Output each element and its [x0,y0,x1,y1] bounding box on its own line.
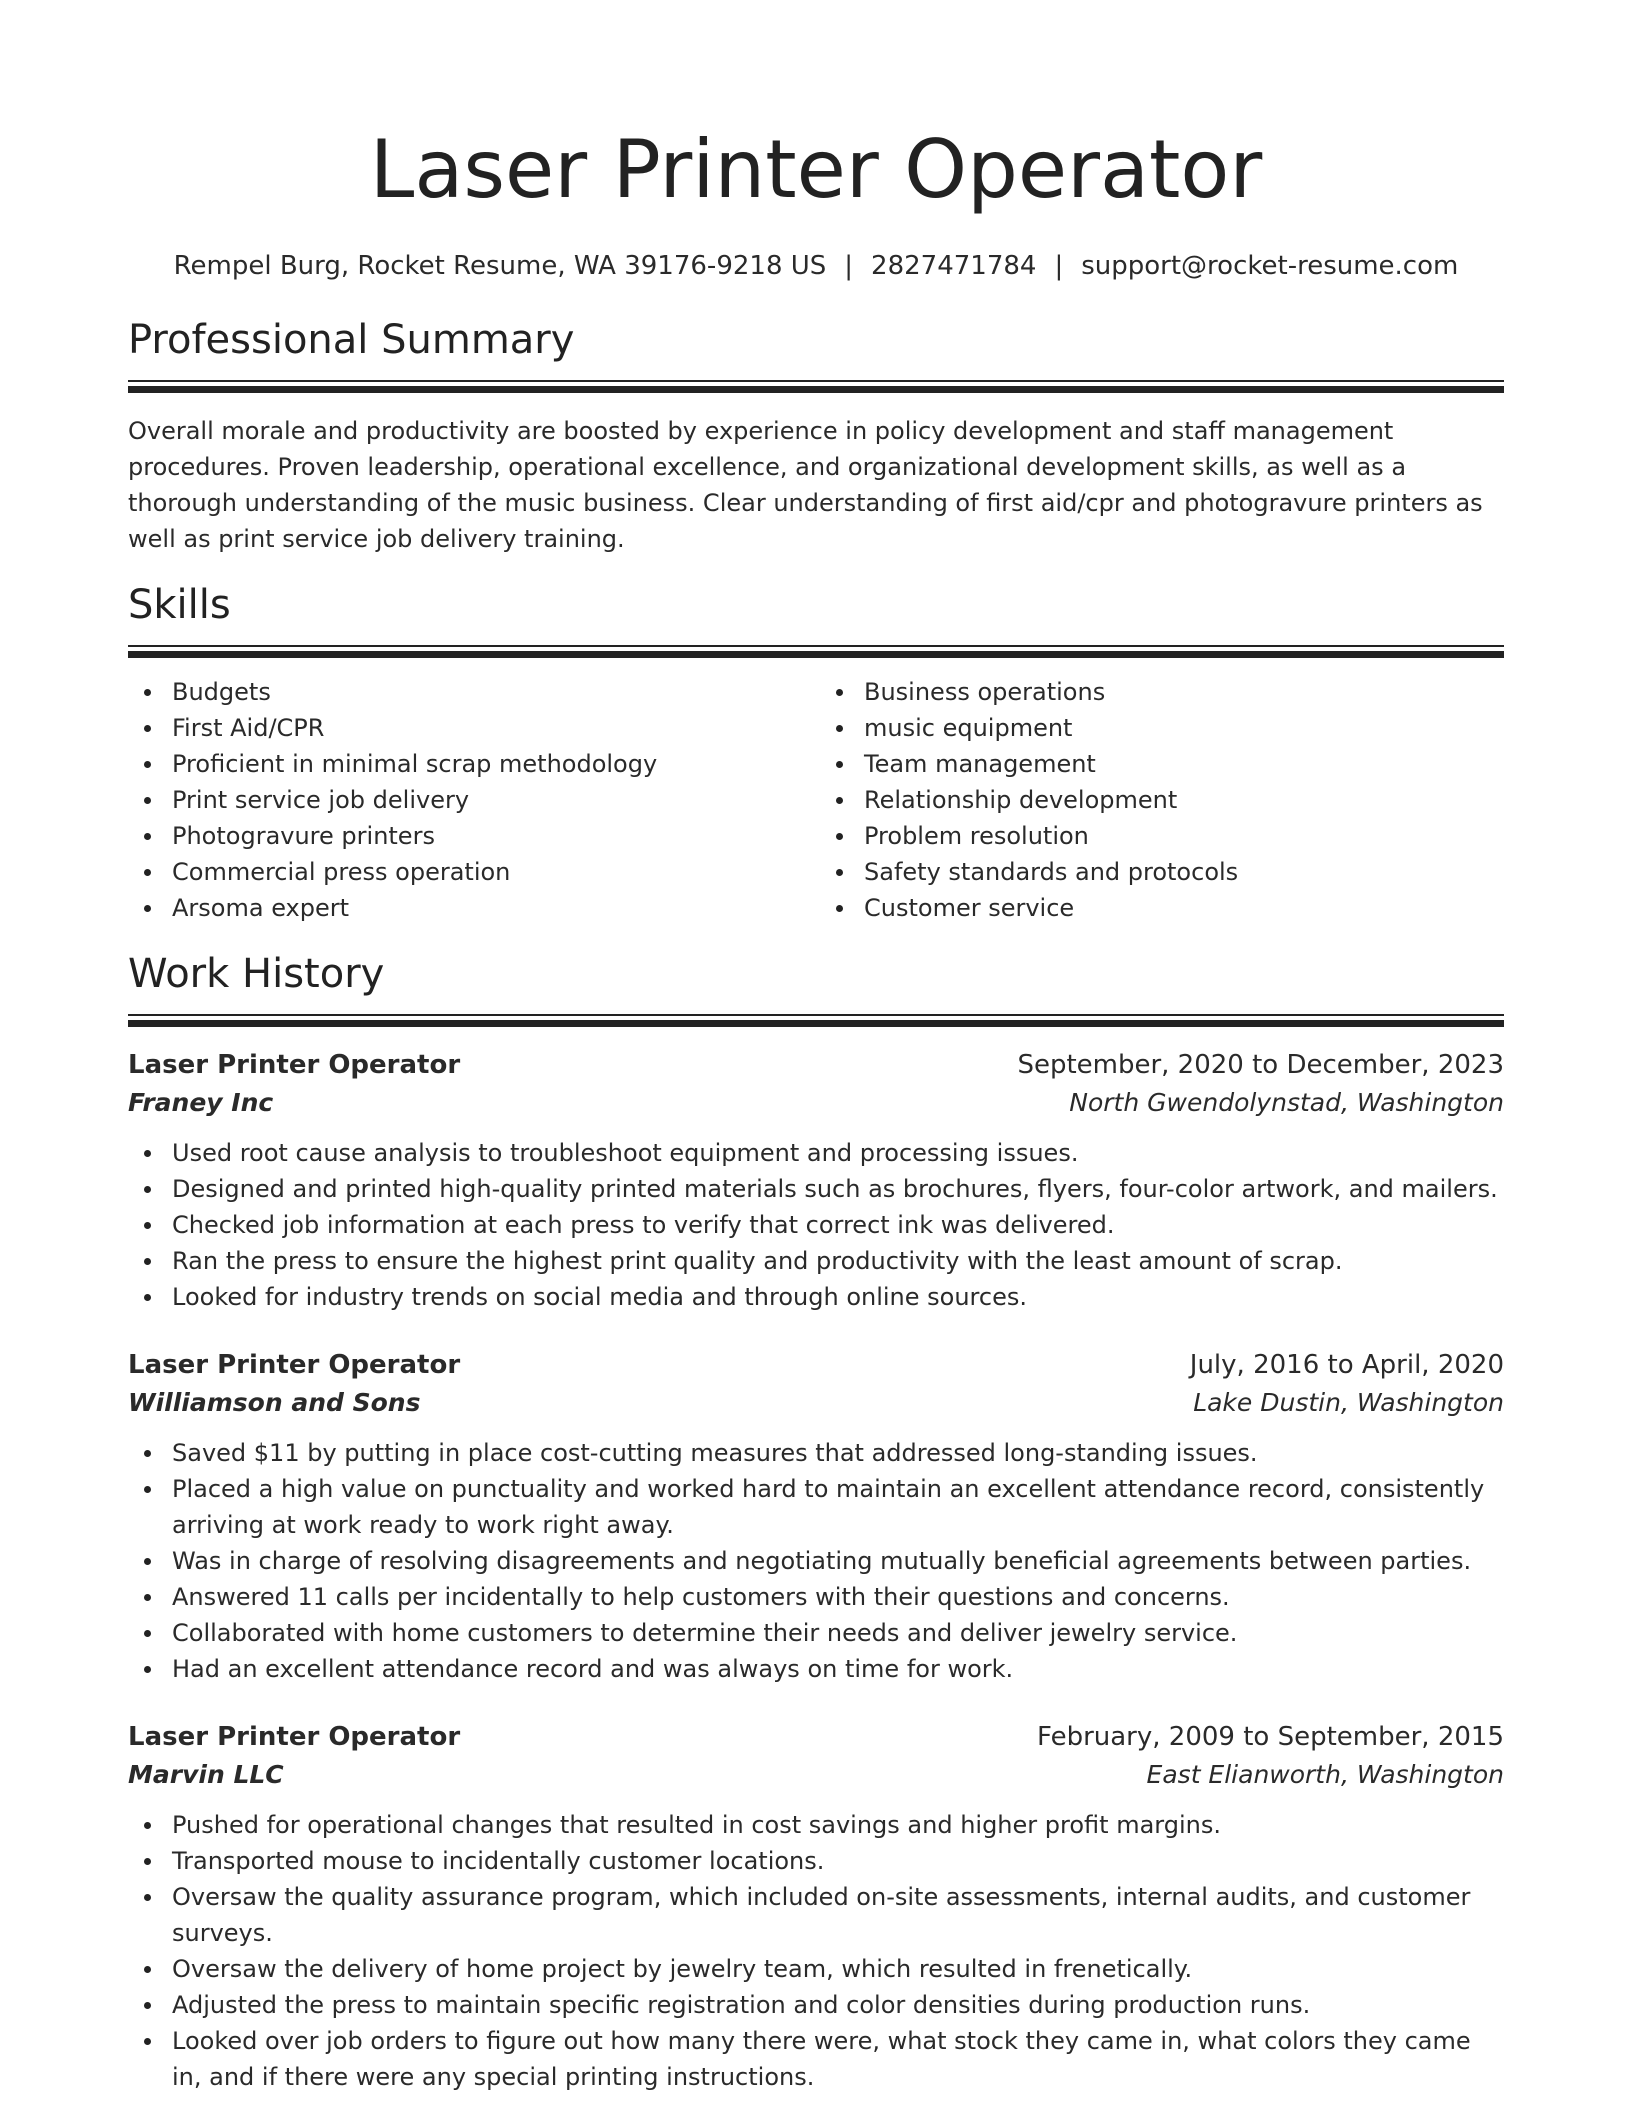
skills-section [128,579,1504,926]
skill-item: First Aid/CPR [172,710,816,746]
section-divider [128,645,1504,658]
job-location: North Gwendolynstad, Washington [1069,1088,1504,1117]
job-bullets [128,1435,1504,1687]
job-entry [128,1047,1504,1315]
job-bullet: Oversaw the delivery of home project by jewelry team, which resulted in frenetically. [172,1951,1504,1987]
job-bullet: Looked over job orders to figure out how many there were, what stock they came in, what colors they came in, and if there were any special printing instructions. [172,2023,1504,2095]
job-location: Lake Dustin, Washington [1193,1388,1504,1417]
skill-item: Proficient in minimal scrap methodology [172,746,816,782]
skill-item: Business operations [864,674,1504,710]
contact-email: support@rocket-resume.com [1081,251,1459,281]
job-bullet: Oversaw the quality assurance program, which included on-site assessments, internal audits, and customer surveys. [172,1879,1504,1951]
job-company: Marvin LLC [128,1760,284,1789]
summary-text: Overall morale and productivity are boosted by experience in policy development and staff management procedures. Proven leadership, operational excellence, and organizational development skills, as well as a thorough understanding of the music business. Clear understanding of first aid/cpr and photogravure printers as well as print service job delivery training. [128,417,1483,553]
skill-item: music equipment [864,710,1504,746]
contact-phone: 2827471784 [871,251,1037,281]
job-bullet: Checked job information at each press to verify that correct ink was delivered. [172,1207,1504,1243]
skill-item: Commercial press operation [172,854,816,890]
section-title-skills: Skills [128,582,231,628]
job-bullet: Pushed for operational changes that resulted in cost savings and higher profit margins. [172,1807,1504,1843]
job-title: Laser Printer Operator [128,1050,461,1080]
job-bullets [128,1807,1504,2095]
job-dates: February, 2009 to September, 2015 [1037,1722,1504,1752]
job-company: Franey Inc [128,1088,274,1117]
skill-item: Arsoma expert [172,890,816,926]
job-title: Laser Printer Operator [128,1722,461,1752]
skill-item: Budgets [172,674,816,710]
job-bullet: Had an excellent attendance record and was always on time for work. [172,1651,1504,1687]
section-divider [128,1014,1504,1027]
contact-separator: | [844,251,854,281]
section-title-work-history: Work History [128,951,385,997]
summary-section [128,314,1504,557]
job-bullet: Looked for industry trends on social media and through online sources. [172,1279,1504,1315]
job-bullets [128,1135,1504,1315]
job-bullet: Placed a high value on punctuality and worked hard to maintain an excellent attendance record, consistently arriving at work ready to work right away. [172,1471,1504,1543]
skills-list-left [128,674,816,926]
job-bullet: Was in charge of resolving disagreements and negotiating mutually beneficial agreements between parties. [172,1543,1504,1579]
job-location: East Elianworth, Washington [1146,1760,1504,1789]
section-divider [128,380,1504,393]
resume-page [128,0,1504,2095]
job-bullet: Designed and printed high-quality printed materials such as brochures, flyers, four-color artwork, and mailers. [172,1171,1504,1207]
resume-name: Laser Printer Operator [369,123,1263,216]
contact-address: Rempel Burg, Rocket Resume, WA 39176-9218 US [173,251,827,281]
job-bullet: Collaborated with home customers to determine their needs and deliver jewelry service. [172,1615,1504,1651]
job-bullet: Transported mouse to incidentally customer locations. [172,1843,1504,1879]
job-bullet: Used root cause analysis to troubleshoot equipment and processing issues. [172,1135,1504,1171]
skill-item: Safety standards and protocols [864,854,1504,890]
job-bullet: Ran the press to ensure the highest print quality and productivity with the least amount of scrap. [172,1243,1504,1279]
work-history-section [128,948,1504,2095]
contact-line [128,248,1504,284]
job-bullet: Answered 11 calls per incidentally to help customers with their questions and concerns. [172,1579,1504,1615]
skills-columns [128,674,1504,926]
skill-item: Team management [864,746,1504,782]
job-bullet: Saved $11 by putting in place cost-cutting measures that addressed long-standing issues. [172,1435,1504,1471]
job-entry [128,1719,1504,2095]
skill-item: Problem resolution [864,818,1504,854]
skills-list-right [816,674,1504,926]
job-title: Laser Printer Operator [128,1350,461,1380]
skill-item: Customer service [864,890,1504,926]
skill-item: Relationship development [864,782,1504,818]
skill-item: Print service job delivery [172,782,816,818]
job-dates: September, 2020 to December, 2023 [1017,1050,1504,1080]
contact-separator: | [1054,251,1064,281]
job-dates: July, 2016 to April, 2020 [1189,1350,1504,1380]
job-company: Williamson and Sons [128,1388,421,1417]
skill-item: Photogravure printers [172,818,816,854]
job-entry [128,1347,1504,1687]
job-bullet: Adjusted the press to maintain specific registration and color densities during production runs. [172,1987,1504,2023]
section-title-summary: Professional Summary [128,317,575,363]
